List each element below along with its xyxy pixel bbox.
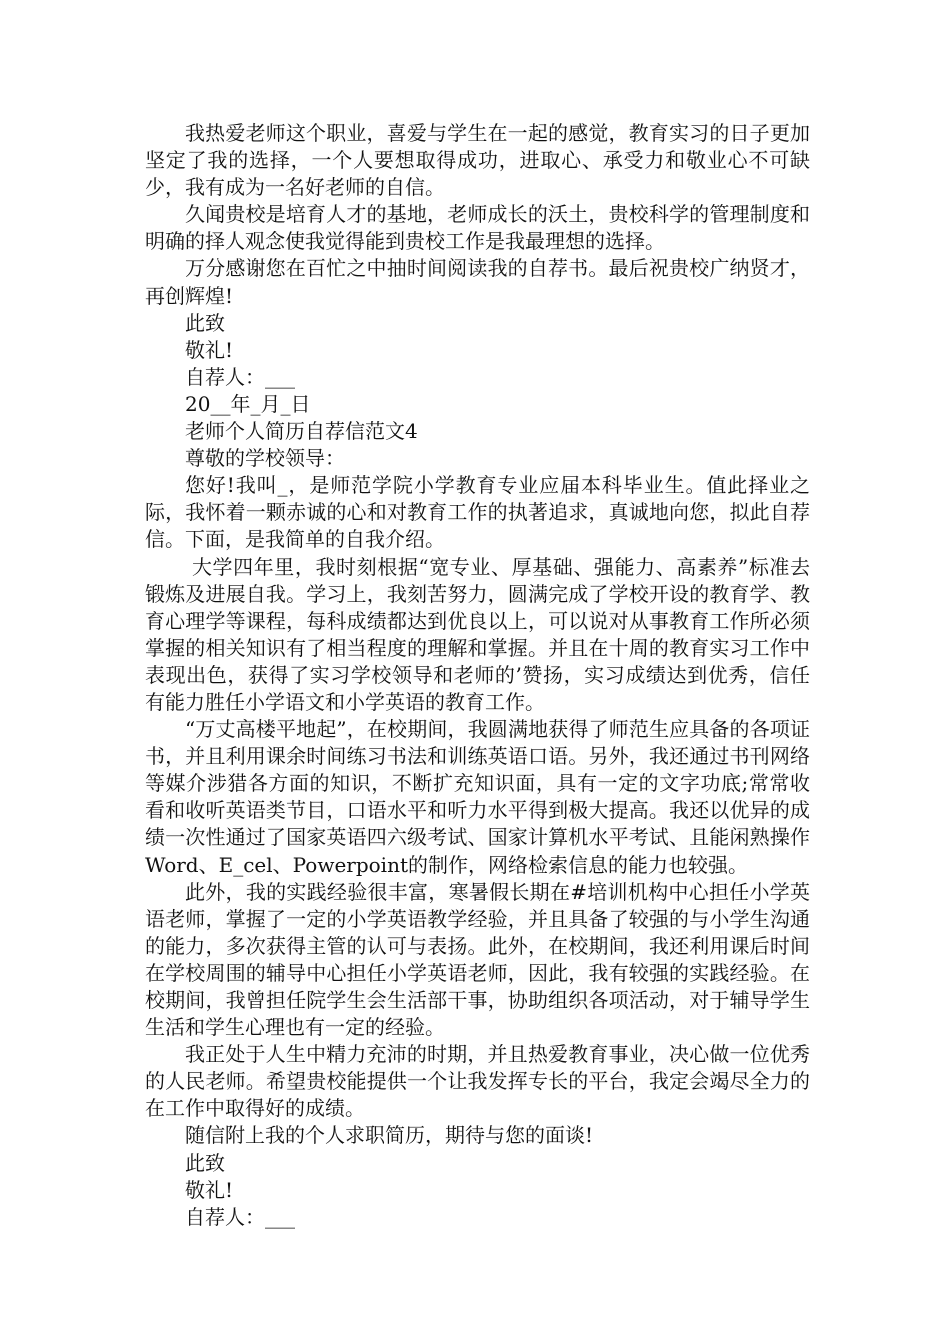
paragraph-thanks: 万分感谢您在百忙之中抽时间阅读我的自荐书。最后祝贵校广纳贤才，再创辉煌! xyxy=(145,256,810,308)
letter-body xyxy=(145,120,810,1231)
closing-salute-2: 此致 xyxy=(185,1150,225,1175)
paragraph-passion: 我热爱老师这个职业，喜爱与学生在一起的感觉，教育实习的日子更加坚定了我的选择，一个人要想取得成功，进取心、承受力和敬业心不可缺少，我有成为一名好老师的自信。 xyxy=(145,121,810,200)
signature-line-2: 自荐人：___ xyxy=(185,1204,295,1229)
paragraph-practice: 此外，我的实践经验很丰富，寒暑假长期在#培训机构中心担任小学英语老师，掌握了一定的小学英语教学经验，并且具备了较强的与小学生沟通的能力，多次获得主管的认可与表扬。此外，在校期间，我还利用课后时间在学校周围的辅导中心担任小学英语老师，因此，我有较强的实践经验。在校期间，我曾担任院学生会生活部干事，协助组织各项活动，对于辅导学生生活和学生心理也有一定的经验。 xyxy=(145,879,810,1040)
paragraph-university: 大学四年里，我时刻根据“宽专业、厚基础、强能力、高素养”标准去锻炼及进展自我。学习上，我刻苦努力，圆满完成了学校开设的教育学、教育心理学等课程，每科成绩都达到优良以上，可以说对从事教育工作所必须掌握的相关知识有了相当程度的理解和掌握。并且在十周的教育实习工作中表现出色，获得了实习学校领导和老师的’赞扬，实习成绩达到优秀，信任有能力胜任小学语文和小学英语的教育工作。 xyxy=(145,554,811,714)
paragraph-introduction: 您好!我叫_，是师范学院小学教育专业应届本科毕业生。值此择业之际，我怀着一颗赤诚的心和对教育工作的执著追求，真诚地向您，拟此自荐信。下面，是我简单的自我介绍。 xyxy=(145,473,810,552)
date-line: 20__年_月_日 xyxy=(185,391,311,416)
paragraph-certificates-end: Word、E_cel、Powerpoint的制作，网络检索信息的能力也较强。 xyxy=(145,852,748,877)
paragraph-certificates: “万丈高楼平地起”，在校期间，我圆满地获得了师范生应具备的各项证书，并且利用课余时间练习书法和训练英语口语。另外，我还通过书刊网络等媒介涉猎各方面的知识，不断扩充知识面，具有一定的文字功底;常常收看和收听英语类节目，口语水平和听力水平得到极大提高。我还以优异的成绩一次性通过了国家英语四六级考试、国家计算机水平考试、且能闲熟操作 xyxy=(145,717,810,850)
attachment-note: 随信附上我的个人求职简历，期待与您的面谈! xyxy=(185,1123,594,1148)
closing-regards-2: 敬礼! xyxy=(185,1177,234,1202)
paragraph-school-reputation: 久闻贵校是培育人才的基地，老师成长的沃土，贵校科学的管理制度和明确的择人观念使我觉得能到贵校工作是我最理想的选择。 xyxy=(145,202,810,254)
signature-line-1: 自荐人：___ xyxy=(185,364,295,389)
closing-regards-1: 敬礼! xyxy=(185,337,234,362)
closing-salute-1: 此致 xyxy=(185,310,225,335)
section-title: 老师个人简历自荐信范文4 xyxy=(185,419,418,444)
paragraph-ambition: 我正处于人生中精力充沛的时期，并且热爱教育事业，决心做一位优秀的人民老师。希望贵校能提供一个让我发挥专长的平台，我定会竭尽全力的在工作中取得好的成绩。 xyxy=(145,1042,810,1121)
salutation: 尊敬的学校领导： xyxy=(185,446,345,471)
